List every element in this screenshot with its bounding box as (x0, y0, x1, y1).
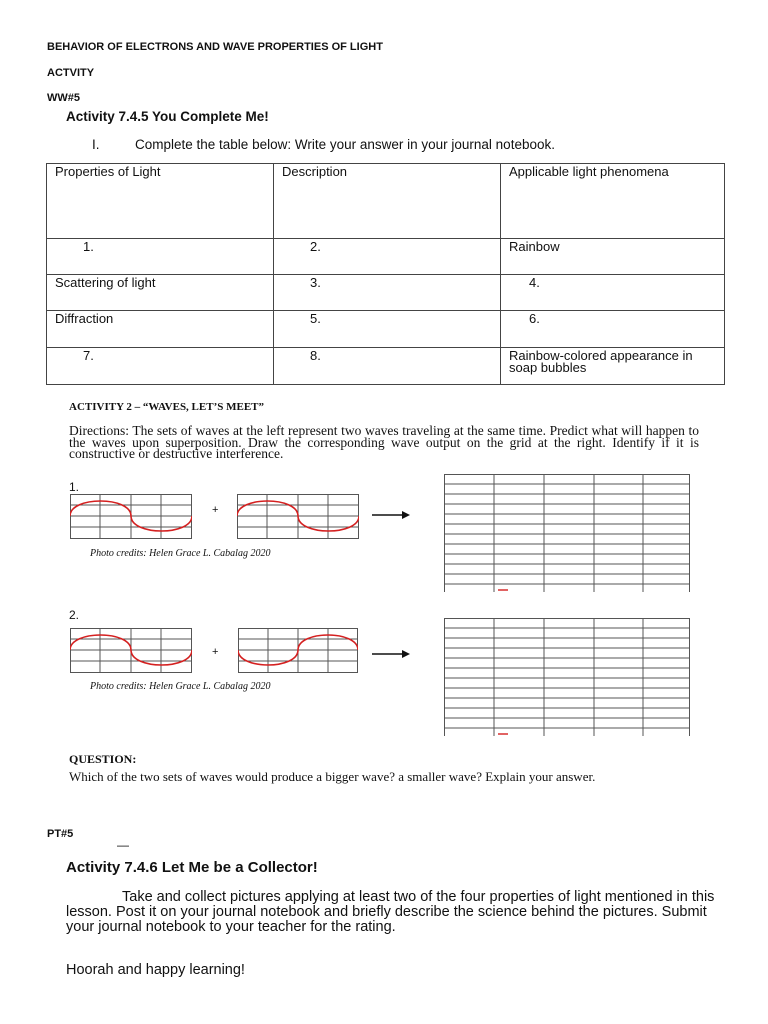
activity1-title: Activity 7.4.5 You Complete Me! (66, 109, 269, 124)
document-title: BEHAVIOR OF ELECTRONS AND WAVE PROPERTIES OF LIGHT (47, 41, 383, 53)
activity1-numeral: I. (92, 137, 100, 152)
table-cell: 4. (501, 275, 725, 311)
set2-label: 2. (69, 608, 80, 622)
table-row (47, 275, 725, 311)
activity1-instruction: Complete the table below: Write your answer in your journal notebook. (135, 137, 555, 152)
pt-closing: Hoorah and happy learning! (66, 962, 245, 978)
table-cell: Scattering of light (47, 275, 274, 311)
set1-plus: + (212, 504, 219, 516)
set2-wave-b (238, 628, 358, 673)
set2-wave-a (70, 628, 192, 673)
table-header-cell: Applicable light phenomena (501, 164, 725, 239)
set2-plus: + (212, 646, 219, 658)
question-text: Which of the two sets of waves would produce a bigger wave? a smaller wave? Explain your answer. (69, 769, 596, 784)
ww-label: WW#5 (47, 92, 80, 104)
set2-arrow-icon (372, 648, 410, 660)
table-header-row (47, 164, 725, 239)
pt-body: Take and collect pictures applying at least two of the four properties of light mentioned in this lesson. Post it on your journal notebook and briefly describe the science behind the pictures. Submit your journal notebook to your teacher for the rating. (66, 889, 715, 935)
table-cell: 2. (274, 239, 501, 275)
set2-photo-credit: Photo credits: Helen Grace L. Cabalag 2020 (90, 681, 271, 692)
table-cell: Rainbow-colored appearance in soap bubbles (501, 348, 725, 385)
table-cell: 3. (274, 275, 501, 311)
set1-arrow-icon (372, 509, 410, 521)
table-row (47, 239, 725, 275)
table-row (47, 348, 725, 385)
activity2-title: ACTIVITY 2 – “WAVES, LET’S MEET” (69, 401, 264, 413)
properties-table (46, 163, 725, 385)
set1-photo-credit: Photo credits: Helen Grace L. Cabalag 2020 (90, 548, 271, 559)
activity2-directions: Directions: The sets of waves at the left represent two waves traveling at the same time. Predict what will happen to the waves upon superposition. Draw the corresponding wave output on the grid at the right. Identify if it is constructive or destructive interference. (69, 423, 699, 461)
activity-label: ACTVITY (47, 67, 95, 79)
set1-wave-b (237, 494, 359, 539)
table-cell: 7. (47, 348, 274, 385)
table-header-cell: Properties of Light (47, 164, 274, 239)
table-cell: 5. (274, 311, 501, 348)
set1-wave-a (70, 494, 192, 539)
table-row (47, 311, 725, 348)
set1-label: 1. (69, 480, 80, 494)
table-cell: 8. (274, 348, 501, 385)
pt-dash: — (117, 838, 129, 852)
pt-title: Activity 7.4.6 Let Me be a Collector! (66, 859, 318, 876)
set2-answer-grid[interactable] (444, 618, 690, 736)
table-cell: 6. (501, 311, 725, 348)
table-cell: Diffraction (47, 311, 274, 348)
pt-label: PT#5 (47, 828, 74, 840)
set1-answer-grid[interactable] (444, 474, 690, 592)
table-header-cell: Description (274, 164, 501, 239)
question-label: QUESTION: (69, 752, 137, 766)
table-cell: 1. (47, 239, 274, 275)
table-cell: Rainbow (501, 239, 725, 275)
